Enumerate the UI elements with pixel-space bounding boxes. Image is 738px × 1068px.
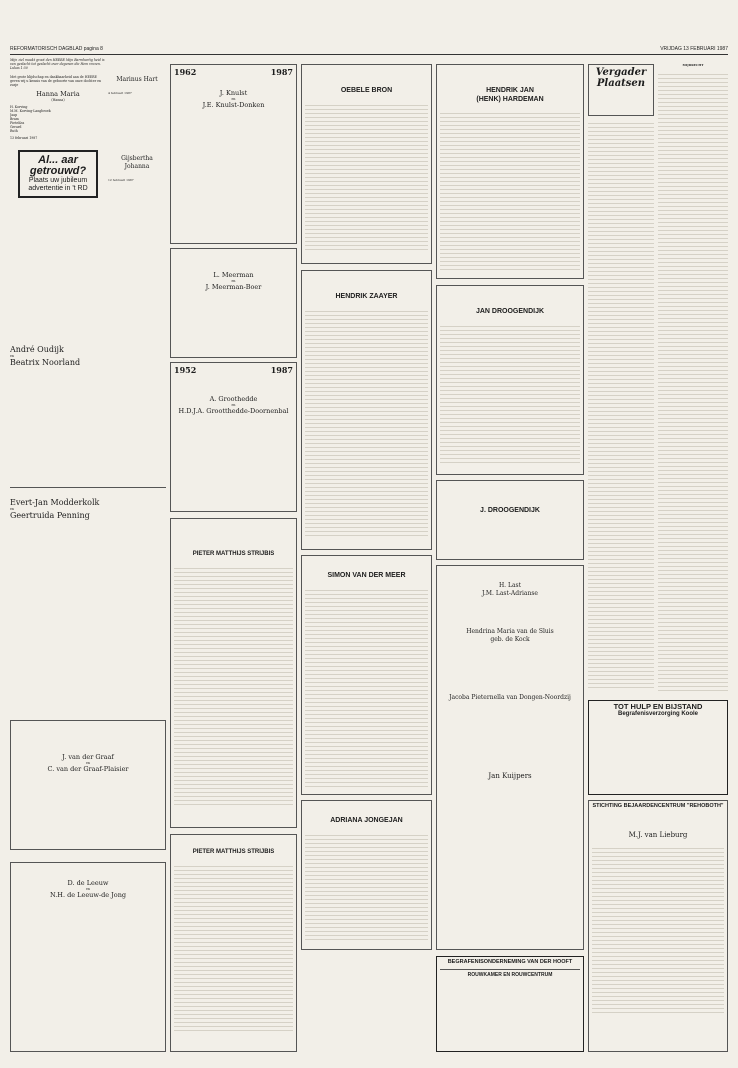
child-name: Hanna Maria <box>36 90 80 98</box>
year-d: 1987 <box>270 365 293 375</box>
parents: H. Korving M.M. Korving-Langbroek Jaap Bram PieteKea Gerard Ruth <box>10 105 51 133</box>
year-a: 1962 <box>174 67 197 77</box>
funeral-ad-1 <box>436 956 584 1052</box>
death-name-7b: (HENK) HARDEMAN <box>476 95 544 103</box>
anniversary-box-1 <box>170 64 297 244</box>
year-c: 1952 <box>174 365 197 375</box>
death-name-6: ADRIANA JONGEJAN <box>330 817 403 824</box>
couple-3-en: en <box>10 507 14 511</box>
death-name-8: JAN DROOGENDIJK <box>475 308 545 315</box>
couple-box-5 <box>10 862 166 1052</box>
verse-ref: Lukas 1:50 <box>10 66 28 70</box>
death-name-13: Jan Kuijpers <box>488 772 532 780</box>
header-left: REFORMATORISCH DAGBLAD pagina 8 <box>10 46 103 52</box>
couple-1-b: J.E. Knulst-Donken <box>202 101 265 109</box>
rehoboth-box <box>588 800 728 1052</box>
death-name-4: HENDRIK ZAAYER <box>335 293 398 300</box>
couple-2-en: en <box>10 354 14 358</box>
koole-title: TOT HULP EN BIJSTAND <box>613 702 703 711</box>
page-header <box>10 44 728 55</box>
couple-2b: J. Meerman-Boer <box>205 283 262 291</box>
death-name-9: J. DROOGENDIJK <box>480 507 540 514</box>
death-box-2 <box>170 834 297 1052</box>
death-name-10a: H. Last <box>498 582 522 589</box>
column-5-list <box>588 120 654 690</box>
death-name-10b: J.M. Last-Adrianse <box>482 590 538 597</box>
child-name-2: Marinus Hart <box>116 75 158 83</box>
couple-3a: A. Groothedde <box>209 395 258 403</box>
column-1b <box>108 58 166 298</box>
couple-3-a: Evert-Jan Modderkolk <box>10 498 100 507</box>
death-box-8 <box>436 285 584 475</box>
couple-1-en: en <box>231 97 236 101</box>
birth-date-2: 4 februari 1987 <box>108 90 132 95</box>
koole-sub: Begrafenisverzorging Koole <box>617 710 698 717</box>
couple-4-a: J. van der Graaf <box>62 753 114 761</box>
couple-4-b: C. van der Graaf-Plaisier <box>47 765 129 773</box>
child-nickname: (Hanna) <box>51 98 65 102</box>
ad-box <box>18 150 98 198</box>
birth-date: 13 februari 1987 <box>10 136 38 140</box>
death-box-3 <box>301 64 432 264</box>
birth-text: Met grote blijdschap en dankbaarheid aan de HEERE geven wij u kennis van de geboorte van onze dochter en zusje <box>10 75 102 87</box>
couple-3-b: Geertruida Penning <box>10 511 90 520</box>
death-name-3: OEBELE BRON <box>340 87 393 94</box>
death-name-7a: HENDRIK JAN <box>486 87 534 94</box>
verse: Mijn ziel maakt groot den HEERE Mijn Barmhartig heid is van geslacht tot geslacht over degenen die Hem vrezen. <box>10 58 105 66</box>
birth-date-3: 12 februari 1987 <box>108 178 134 183</box>
death-name-1: PIETER MATTHIJS STRIJBIS <box>192 551 275 557</box>
couple-1-a: J. Knulst <box>219 89 248 97</box>
ad-body: Plaats uw jubileum advertentie in 't RD <box>28 177 88 192</box>
couple-5-b: N.H. de Leeuw-de Jong <box>49 891 127 899</box>
lieburg-name: M.J. van Lieburg <box>628 830 688 839</box>
anniversary-box-3 <box>170 362 297 512</box>
year-b: 1987 <box>270 67 293 77</box>
vergader-logo <box>588 64 654 116</box>
death-box-4 <box>301 270 432 550</box>
death-name-11: Hendrina Maria van de Sluis <box>466 628 554 635</box>
death-box-1 <box>170 518 297 828</box>
couple-2-b: Beatrix Noorland <box>10 358 81 367</box>
column-6-list <box>658 64 728 694</box>
col6-heading: MIJDRECHT <box>682 64 704 67</box>
couple-2a: L. Meerman <box>213 271 254 279</box>
couple-5-a: D. de Leeuw <box>67 879 109 887</box>
couple-4-en: en <box>86 761 90 765</box>
couple-box-4 <box>10 720 166 850</box>
funeral-ad-title: BEGRAFENISONDERNEMING VAN DER HOOFT <box>447 959 573 965</box>
couple-3b: H.D.J.A. Grootthedde-Doornenbal <box>178 407 289 415</box>
death-name-2: PIETER MATTHIJS STRIJBIS <box>192 849 275 855</box>
rehoboth-title: STICHTING BEJAARDENCENTRUM "REHOBOTH" <box>592 803 724 809</box>
couple-3en: en <box>231 403 236 407</box>
couple-2en: en <box>231 279 236 283</box>
death-box-5 <box>301 555 432 795</box>
header-right: VRIJDAG 13 FEBRUARI 1987 <box>660 46 728 52</box>
vergader-logo-text: Vergader Plaatsen <box>595 67 647 89</box>
death-name-5: SIMON VAN DER MEER <box>327 572 406 579</box>
death-box-10 <box>436 565 584 950</box>
child-name-3: Gijsbertha Johanna <box>121 155 153 171</box>
anniversary-box-2 <box>170 248 297 358</box>
koole-ad <box>588 700 728 795</box>
couple-2-a: André Oudijk <box>10 345 64 354</box>
death-box-6 <box>301 800 432 950</box>
ad-title: Al... aar getrouwd? <box>29 154 87 177</box>
death-name-11b: geb. de Kock <box>490 636 530 643</box>
death-box-7 <box>436 64 584 279</box>
death-box-9 <box>436 480 584 560</box>
death-name-12: Jacoba Pieternella van Dongen-Noordzij <box>449 694 571 701</box>
couple-5-en: en <box>86 887 90 891</box>
funeral-ad-sub: ROUWKAMER EN ROUWCENTRUM <box>467 971 553 978</box>
